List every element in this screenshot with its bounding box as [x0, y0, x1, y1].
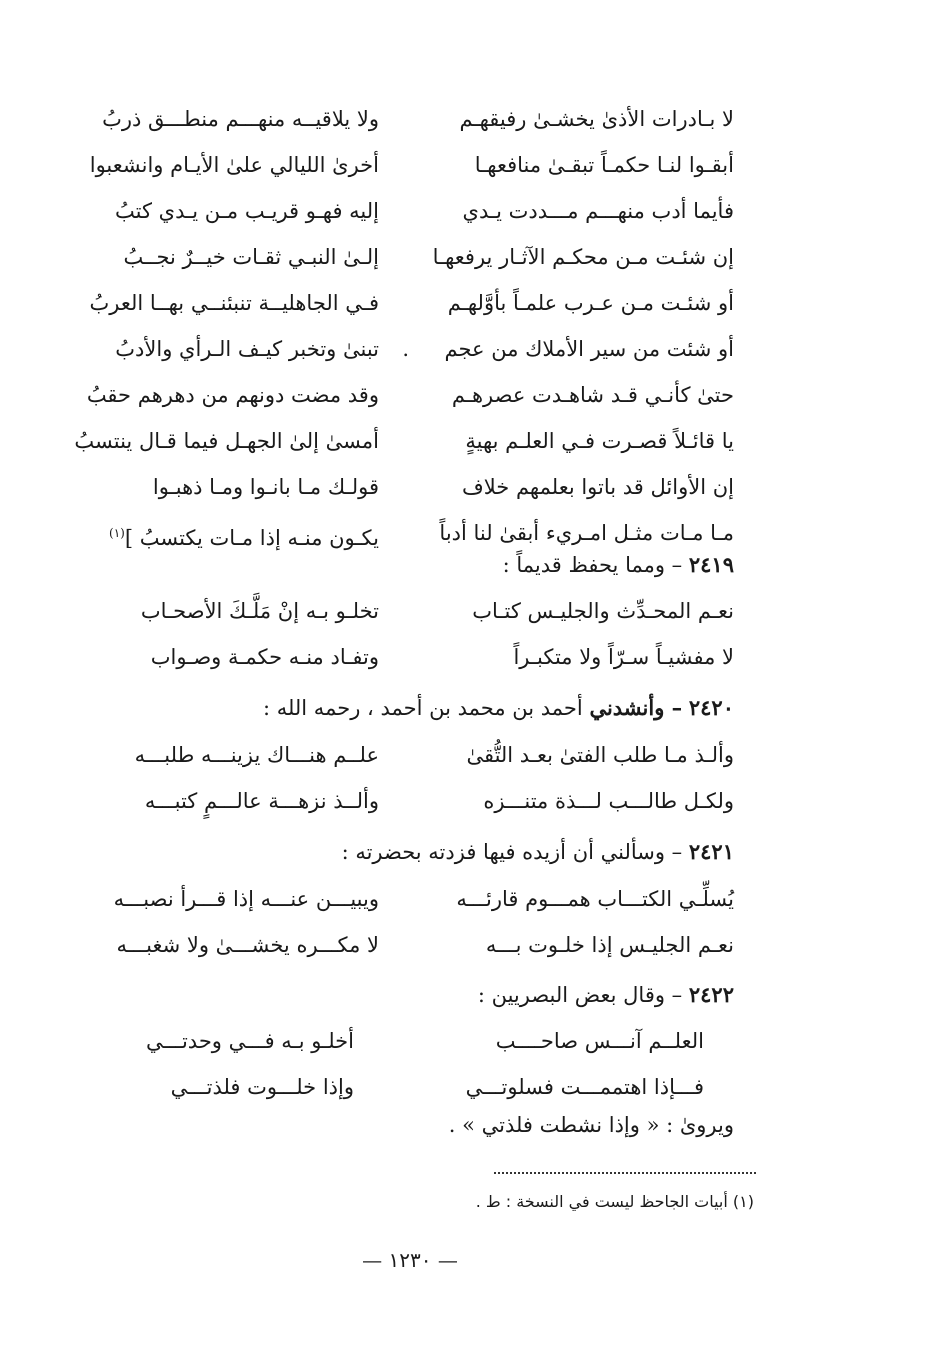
second-hemistich: تخلـو بـه إنْ مَلَّـكَ الأصحـاب	[140, 599, 379, 623]
footnote-reference: (١)	[109, 526, 125, 540]
second-hemistich: أخلـو بـه فـــي وحدتـــي	[145, 1029, 354, 1053]
verse-line	[94, 464, 734, 510]
first-hemistich: مـا مـات مثـل امـريء أبقىٰ لنا أدباً	[439, 521, 734, 545]
first-hemistich: لا بـادرات الأذىٰ يخشـىٰ رفيقهـم	[459, 107, 734, 131]
heading-lead: – وأنشدني	[589, 695, 683, 720]
poem-5	[94, 1018, 734, 1110]
variant-note: ويروىٰ : « وإذا نشطت فلذتي » .	[448, 1113, 734, 1137]
verse-mark: .	[402, 337, 409, 361]
poem-1	[74, 96, 734, 556]
first-hemistich: العلــم آنـــس صاحــــب	[495, 1029, 704, 1053]
first-hemistich: وألـذ مـا طلب الفتىٰ بعـد التُّقىٰ	[466, 743, 734, 767]
verse-line	[94, 634, 734, 680]
first-hemistich: حتىٰ كأنـي قـد شاهـدت عصرهـم	[451, 383, 734, 407]
entry-number: ٢٤٢١	[688, 839, 734, 864]
heading-text: أحمد بن محمد بن أحمد ، رحمه الله :	[262, 696, 583, 720]
verse-line	[94, 96, 734, 142]
heading-2419	[94, 545, 734, 585]
first-hemistich: فأيما أدب منهـــم مـــددت يـدي	[462, 199, 734, 223]
footnote: (١) أبيات الجاحظ ليست في النسخة : ط .	[475, 1192, 754, 1211]
first-hemistich: ولكـل طالـــب لـــذة متنـــزه	[483, 789, 734, 813]
first-hemistich: فـــإذا اهتممـــت فسلوتـــي	[465, 1075, 704, 1099]
hemistich-text: تبنىٰ وتخبر كيـف الـرأي والأدبُ	[115, 337, 379, 361]
verse-line	[86, 372, 734, 418]
second-hemistich	[94, 326, 409, 372]
verse-line	[94, 1064, 734, 1110]
verse-line	[94, 922, 734, 968]
second-hemistich: فـي الجاهليــة تنبئنــي بهــا العربُ	[89, 291, 379, 315]
verse-line	[94, 732, 734, 778]
first-hemistich: إن شئـت مـن محكـم الآثـار يرفعهـا	[432, 245, 734, 269]
second-hemistich: علــم هنـــاك يزينـــه طلبـــه	[134, 743, 379, 767]
first-hemistich: لا مفشيـاً سـرّاً ولا متكبـراً	[513, 645, 734, 669]
heading-2422	[94, 975, 734, 1015]
verse-line	[89, 142, 734, 188]
verse-line	[94, 326, 734, 372]
second-hemistich: أمسىٰ إلىٰ الجهـل فيما قـال ينتسبُ	[74, 429, 379, 453]
first-hemistich: يُسلِّـي الكتـــاب همـــوم قارئـــه	[456, 887, 734, 911]
second-hemistich: وقد مضت دونهم من دهرهم حقبُ	[86, 383, 379, 407]
verse-line	[94, 588, 734, 634]
verse-line	[94, 234, 734, 280]
second-hemistich: ولا يلاقيــه منهـــم منطـــق ذربُ	[102, 107, 379, 131]
second-hemistich: إلـىٰ النبـي ثقـات خيــرٌ نجــبُ	[123, 245, 379, 269]
second-hemistich: لا مكـــره يخشـــىٰ ولا شغبـــه	[116, 933, 379, 957]
first-hemistich: أو شئت من سير الأملاك من عجم	[444, 337, 734, 361]
verse-line	[74, 418, 734, 464]
heading-2421	[94, 832, 734, 872]
footnote-divider	[494, 1172, 756, 1174]
first-hemistich: نعـم المحـدِّث والجليـس كتـاب	[472, 599, 734, 623]
verse-line	[94, 1018, 734, 1064]
poem-3	[94, 732, 734, 824]
second-hemistich: وتفـاد منـه حكمـة وصـواب	[150, 645, 379, 669]
first-hemistich: يا قائـلاً قصـرت فـي العلـم بهيةٍ	[465, 429, 734, 453]
heading-text: – ومما يحفظ قديماً :	[502, 553, 683, 577]
poem-2	[94, 588, 734, 680]
page-number: — ١٢٣٠ —	[362, 1248, 458, 1272]
heading-text: – وسألني أن أزيده فيها فزدته بحضرته :	[341, 840, 683, 864]
verse-line	[94, 188, 734, 234]
verse-line	[94, 778, 734, 824]
second-hemistich: قولـك مـا بانـوا ومـا ذهبـوا	[152, 475, 379, 499]
entry-number: ٢٤٢٠	[688, 695, 734, 720]
entry-number: ٢٤١٩	[688, 552, 734, 577]
second-hemistich: إليه فهـو قريـب مـن يـدي كتبُ	[115, 199, 379, 223]
heading-text: – وقال بعض البصريين :	[477, 983, 683, 1007]
poem-4	[94, 876, 734, 968]
first-hemistich: إن الأوائل قد باتوا بعلمهم خلاف	[461, 475, 734, 499]
heading-2420	[94, 688, 734, 728]
second-hemistich: أخرىٰ الليالي علىٰ الأيـام وانشعبوا	[89, 153, 379, 177]
hemistich-text: يكـون منـه إذا مـات يكتسبُ ]	[124, 526, 379, 550]
verse-line	[89, 280, 734, 326]
first-hemistich: أو شئـت مـن عـرب علمـاً بأوَّلهـم	[447, 291, 734, 315]
second-hemistich: ويبيـــن عنـــه إذا قـــرأ نصبـــه	[113, 887, 379, 911]
first-hemistich: أبقـوا لنـا حكمـاً تبقـىٰ منافعهـا	[474, 153, 734, 177]
second-hemistich: وألــذ نزهـــة عالـــمٍ كتبـــه	[144, 789, 379, 813]
verse-line	[94, 876, 734, 922]
first-hemistich: نعـم الجليـس إذا خلـوت بـــه	[485, 933, 734, 957]
entry-number: ٢٤٢٢	[688, 982, 734, 1007]
second-hemistich: وإذا خلـــوت فلذتـــي	[170, 1075, 354, 1099]
